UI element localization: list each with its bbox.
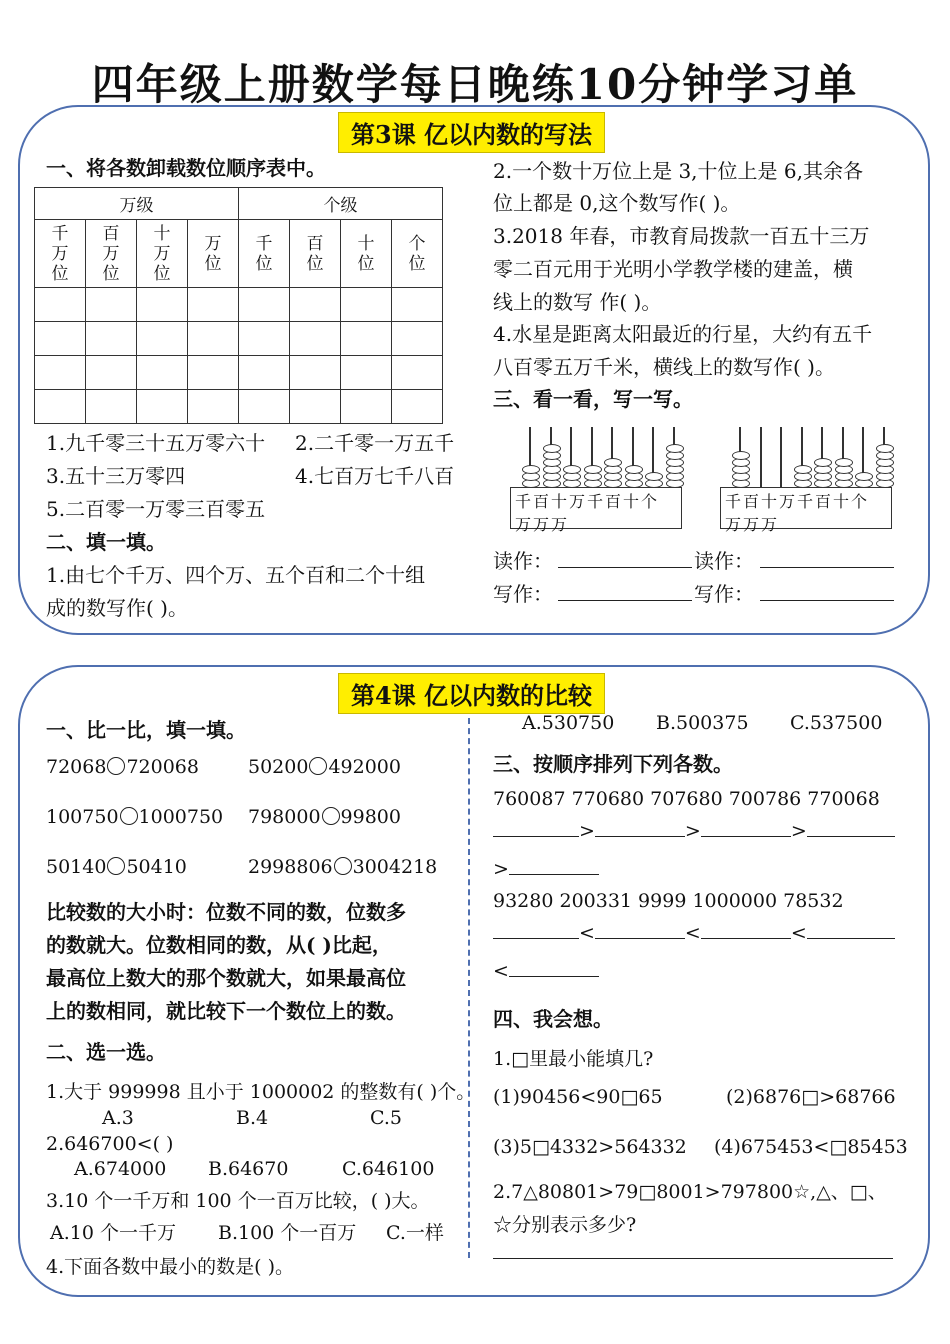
sequence-1: 760087 770680 707680 700786 770068 <box>493 788 880 810</box>
pv-cell[interactable] <box>239 288 290 322</box>
pv-cell[interactable] <box>35 322 86 356</box>
abacus-bead <box>835 458 853 467</box>
pv-col-header: 千 万 位 <box>35 220 86 288</box>
abacus-1 <box>510 425 682 534</box>
l3-section3-title: 三、看一看，写一写。 <box>493 387 693 411</box>
choice-1-a[interactable]: A.3 <box>102 1107 134 1129</box>
order-blank[interactable] <box>595 938 685 939</box>
l3-q3-line1: 3.2018 年春，市教育局拨款一百五十三万 <box>493 224 870 248</box>
l3-item-3: 3.五十三万零四 <box>46 464 186 488</box>
pv-cell[interactable] <box>86 356 137 390</box>
choice-3-a[interactable]: A.10 个一千万 <box>50 1222 176 1244</box>
pv-cell[interactable] <box>290 322 341 356</box>
order-blank[interactable] <box>807 836 895 837</box>
l3-item-5: 5.二百零一万零三百零五 <box>46 497 266 521</box>
pv-cell[interactable] <box>239 322 290 356</box>
order-blank[interactable] <box>701 836 791 837</box>
pv-cell[interactable] <box>35 288 86 322</box>
compare-circle[interactable] <box>107 757 125 775</box>
cmp-2d: 99800 <box>340 806 401 828</box>
pv-cell[interactable] <box>137 390 188 424</box>
choice-1-b[interactable]: B.4 <box>236 1107 269 1129</box>
read-line-1[interactable] <box>558 567 692 568</box>
compare-row-2-right <box>248 806 401 828</box>
place-value-table <box>34 187 443 424</box>
pv-col-header: 十 位 <box>341 220 392 288</box>
abacus-1-sublabels: 万万万 <box>515 515 570 534</box>
l3-section2-title: 二、填一填。 <box>46 530 166 554</box>
read-label-1: 读作： <box>493 549 553 573</box>
pv-cell[interactable] <box>341 390 392 424</box>
abacus-bead <box>794 465 812 474</box>
group-ge: 个级 <box>239 188 443 220</box>
order-row-1b <box>493 858 599 880</box>
pv-col-header: 百 万 位 <box>86 220 137 288</box>
l4-section3-title: 三、按顺序排列下列各数。 <box>493 752 733 776</box>
l3-q1-line1: 1.由七个千万、四个万、五个百和二个十组 <box>46 563 426 587</box>
cmp-1d: 492000 <box>328 756 401 778</box>
l4-section4-title: 四、我会想。 <box>493 1007 613 1031</box>
pv-cell[interactable] <box>35 356 86 390</box>
choice-1-c[interactable]: C.5 <box>370 1107 402 1129</box>
pv-cell[interactable] <box>290 356 341 390</box>
choice-3: 3.10 个一千万和 100 个一百万比较，( )大。 <box>46 1190 430 1212</box>
rule-line-4: 上的数相同，就比较下一个数位上的数。 <box>46 999 406 1023</box>
pv-cell[interactable] <box>137 322 188 356</box>
choice-4-b[interactable]: B.500375 <box>656 712 749 734</box>
abacus-bead <box>645 472 663 481</box>
compare-row-3 <box>46 856 187 878</box>
l3-item-4: 4.七百万七千八百 <box>295 464 455 488</box>
group-wan: 万级 <box>35 188 239 220</box>
order-blank[interactable] <box>509 976 599 977</box>
pv-cell[interactable] <box>86 322 137 356</box>
order-blank[interactable] <box>509 874 599 875</box>
abacus-bead <box>625 465 643 474</box>
abacus-bead <box>732 451 750 460</box>
pv-cell[interactable] <box>86 288 137 322</box>
pv-col-header: 百 位 <box>290 220 341 288</box>
pv-cell[interactable] <box>341 322 392 356</box>
write-label-2: 写作： <box>694 582 754 606</box>
cmp-1a: 72068 <box>46 756 107 778</box>
order-blank[interactable] <box>807 938 895 939</box>
cmp-2a: 100750 <box>46 806 119 828</box>
pv-col-header: 千 位 <box>239 220 290 288</box>
order-row-1 <box>493 820 895 842</box>
write-label-1: 写作： <box>493 582 553 606</box>
pv-col-header: 万 位 <box>188 220 239 288</box>
compare-circle[interactable] <box>107 857 125 875</box>
pv-cell[interactable] <box>392 390 443 424</box>
pv-cell[interactable] <box>188 390 239 424</box>
pv-cell[interactable] <box>188 288 239 322</box>
choice-2-c[interactable]: C.646100 <box>342 1158 435 1180</box>
lt-sign: < <box>790 922 807 944</box>
abacus-1-labels: 千百十万千百十个 <box>515 492 660 511</box>
compare-circle[interactable] <box>322 807 340 825</box>
l3-item-1: 1.九千零三十五万零六十 <box>46 431 266 455</box>
compare-circle[interactable] <box>120 807 138 825</box>
pv-cell[interactable] <box>392 322 443 356</box>
rule-line-3: 最高位上数大的那个数就大，如果最高位 <box>46 966 406 990</box>
think-2-line1: 2.7△80801>79□8001>797800☆,△、□、 <box>493 1181 887 1203</box>
abacus-bead <box>855 472 873 481</box>
read-line-2[interactable] <box>760 567 894 568</box>
pv-cell[interactable] <box>290 288 341 322</box>
order-blank[interactable] <box>493 836 579 837</box>
answer-line[interactable] <box>493 1258 893 1259</box>
gt-sign: > <box>493 858 509 880</box>
pv-col-header: 个 位 <box>392 220 443 288</box>
write-line-1[interactable] <box>558 600 692 601</box>
abacus-2 <box>720 425 892 534</box>
think-2-line2: ☆分别表示多少? <box>493 1214 637 1236</box>
cmp-3c: 2998806 <box>248 856 333 878</box>
cmp-1c: 50200 <box>248 756 309 778</box>
gt-sign: > <box>579 820 595 842</box>
lt-sign: < <box>684 922 701 944</box>
abacus-bead <box>604 458 622 467</box>
compare-row-1 <box>46 756 199 778</box>
choice-2-b[interactable]: B.64670 <box>208 1158 289 1180</box>
think-1: 1.□里最小能填几? <box>493 1048 654 1070</box>
think-1-3: (3)5□4332>564332 <box>493 1136 687 1158</box>
abacus-bead <box>563 465 581 474</box>
rule-line-1: 比较数的大小时：位数不同的数，位数多 <box>46 900 406 924</box>
abacus-2-labels: 千百十万千百十个 <box>725 492 870 511</box>
lesson3-header: 第3课 亿以内数的写法 <box>338 112 605 153</box>
choice-4: 4.下面各数中最小的数是( )。 <box>46 1256 294 1278</box>
order-blank[interactable] <box>701 938 791 939</box>
cmp-2c: 798000 <box>248 806 321 828</box>
sequence-2: 93280 200331 9999 1000000 78532 <box>493 890 844 912</box>
think-1-1: (1)90456<90□65 <box>493 1086 663 1108</box>
abacus-rod <box>780 427 782 487</box>
column-divider <box>468 718 470 1258</box>
pv-col-header: 十 万 位 <box>137 220 188 288</box>
pv-cell[interactable] <box>137 356 188 390</box>
pv-cell[interactable] <box>137 288 188 322</box>
pv-cell[interactable] <box>290 390 341 424</box>
choice-3-b[interactable]: B.100 个一百万 <box>218 1222 357 1244</box>
l4-section1-title: 一、比一比，填一填。 <box>46 718 246 742</box>
choice-2: 2.646700<( ) <box>46 1133 174 1155</box>
l3-q4-line2: 八百零五万千米，横线上的数写作( )。 <box>493 355 835 379</box>
compare-row-1-right <box>248 756 401 778</box>
compare-circle[interactable] <box>334 857 352 875</box>
pv-cell[interactable] <box>392 288 443 322</box>
cmp-3d: 3004218 <box>352 856 438 878</box>
pv-cell[interactable] <box>392 356 443 390</box>
think-1-4: (4)675453<□85453 <box>714 1136 908 1158</box>
l3-q4-line1: 4.水星是距离太阳最近的行星，大约有五千 <box>493 322 873 346</box>
pv-cell[interactable] <box>341 288 392 322</box>
l3-q3-line2: 零二百元用于光明小学教学楼的建盖，横 <box>493 257 853 281</box>
l4-section2-title: 二、选一选。 <box>46 1040 166 1064</box>
compare-row-3-right <box>248 856 437 878</box>
abacus-rod <box>760 427 762 487</box>
abacus-bead <box>584 465 602 474</box>
l3-q3-line3: 线上的数写 作( )。 <box>493 290 662 314</box>
pv-cell[interactable] <box>239 390 290 424</box>
abacus-bead <box>666 444 684 453</box>
pv-cell[interactable] <box>341 356 392 390</box>
l3-section1-title: 一、将各数卸载数位顺序表中。 <box>46 156 326 180</box>
lt-sign: < <box>579 922 595 944</box>
pv-cell[interactable] <box>86 390 137 424</box>
choice-4-a[interactable]: A.530750 <box>522 712 615 734</box>
gt-sign: > <box>790 820 807 842</box>
order-row-2 <box>493 922 895 944</box>
choice-1: 1.大于 999998 且小于 1000002 的整数有( )个。 <box>46 1081 476 1103</box>
compare-row-2 <box>46 806 223 828</box>
lesson4-header: 第4课 亿以内数的比较 <box>338 673 605 714</box>
pv-cell[interactable] <box>188 322 239 356</box>
abacus-bead <box>543 444 561 453</box>
abacus-bead <box>876 444 894 453</box>
abacus-bead <box>522 465 540 474</box>
l3-q1-line2: 成的数写作( )。 <box>46 596 188 620</box>
gt-sign: > <box>684 820 701 842</box>
cmp-2b: 1000750 <box>138 806 224 828</box>
read-label-2: 读作： <box>694 549 754 573</box>
l3-item-2: 2.二千零一万五千 <box>295 431 455 455</box>
compare-circle[interactable] <box>309 757 327 775</box>
page-title: 四年级上册数学每日晚练10分钟学习单 <box>91 60 859 109</box>
choice-4-c[interactable]: C.537500 <box>790 712 883 734</box>
write-line-2[interactable] <box>760 600 894 601</box>
cmp-3b: 50410 <box>126 856 187 878</box>
l3-q2-line1: 2.一个数十万位上是 3,十位上是 6,其余各 <box>493 159 863 183</box>
choice-3-c[interactable]: C.一样 <box>386 1222 444 1244</box>
order-row-2b <box>493 960 599 982</box>
cmp-3a: 50140 <box>46 856 107 878</box>
pv-cell[interactable] <box>188 356 239 390</box>
l3-q2-line2: 位上都是 0,这个数写作( )。 <box>493 191 741 215</box>
choice-2-a[interactable]: A.674000 <box>74 1158 167 1180</box>
think-1-2: (2)6876□>68766 <box>726 1086 896 1108</box>
order-blank[interactable] <box>595 836 685 837</box>
pv-cell[interactable] <box>35 390 86 424</box>
order-blank[interactable] <box>493 938 579 939</box>
rule-line-2: 的数就大。位数相同的数，从( )比起， <box>46 933 392 957</box>
pv-cell[interactable] <box>239 356 290 390</box>
cmp-1b: 720068 <box>126 756 199 778</box>
abacus-2-sublabels: 万万万 <box>725 515 780 534</box>
lt-sign: < <box>493 960 509 982</box>
abacus-bead <box>814 458 832 467</box>
